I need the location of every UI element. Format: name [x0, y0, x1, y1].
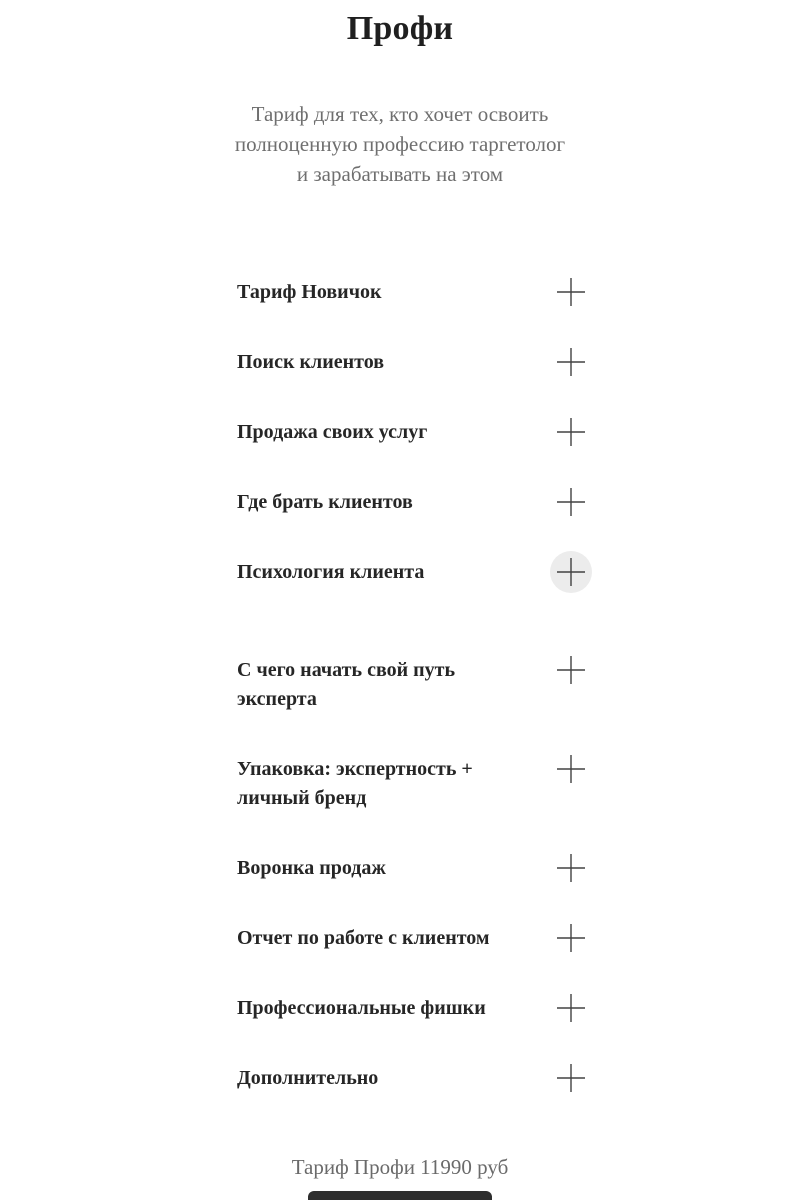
accordion-item-label: Воронка продаж [237, 857, 386, 879]
accordion-item-professionalnye-fishki[interactable] [237, 994, 585, 1023]
buy-button[interactable] [308, 1191, 492, 1200]
accordion-item-label: Отчет по работе с клиентом [237, 927, 490, 949]
subtitle-line: полноценную профессию таргетолог [234, 132, 566, 156]
plus-icon [557, 418, 585, 446]
accordion-item-label: Поиск клиентов [237, 351, 385, 373]
accordion-item-voronka-prodazh[interactable] [237, 854, 585, 883]
accordion-item-label: Продажа своих услуг [237, 421, 428, 443]
accordion-item-otchet-po-rabote[interactable] [237, 924, 585, 953]
expand-button[interactable] [557, 278, 585, 306]
accordion-item-s-chego-nachat[interactable] [237, 656, 585, 714]
accordion-item-label: Профессиональные фишки [237, 997, 486, 1019]
accordion-item-tarif-novichok[interactable] [237, 278, 585, 307]
expand-button[interactable] [557, 854, 585, 882]
plus-icon [557, 755, 585, 783]
plus-icon [557, 558, 585, 586]
expand-button[interactable] [557, 1064, 585, 1092]
accordion-item-upakovka[interactable] [237, 755, 585, 813]
subtitle-line: Тариф для тех, кто хочет освоить [251, 102, 549, 126]
accordion-item-label: Упаковка: экспертность + личный бренд [237, 758, 473, 809]
expand-button[interactable] [557, 994, 585, 1022]
plus-icon [557, 854, 585, 882]
accordion-item-label: Дополнительно [237, 1067, 379, 1089]
accordion-item-psihologiya-klienta[interactable] [237, 558, 585, 587]
accordion-item-label: Психология клиента [237, 561, 425, 583]
plus-icon [557, 656, 585, 684]
accordion-item-dopolnitelno[interactable] [237, 1064, 585, 1093]
accordion-item-gde-brat-klientov[interactable] [237, 488, 585, 517]
plus-icon [557, 994, 585, 1022]
expand-button[interactable] [557, 656, 585, 684]
subtitle-line: и зарабатывать на этом [296, 162, 504, 186]
expand-button[interactable] [557, 924, 585, 952]
accordion-item-label: С чего начать свой путь эксперта [237, 659, 456, 710]
plus-icon [557, 488, 585, 516]
expand-button[interactable] [557, 755, 585, 783]
plus-icon [557, 1064, 585, 1092]
accordion-item-poisk-klientov[interactable] [237, 348, 585, 377]
page-subtitle [0, 99, 800, 189]
tariff-price-label: Тариф Профи 11990 руб [291, 1155, 509, 1179]
plus-icon [557, 278, 585, 306]
plus-icon [557, 348, 585, 376]
expand-button[interactable] [557, 558, 585, 586]
expand-button[interactable] [557, 488, 585, 516]
accordion-item-label: Где брать клиентов [237, 491, 413, 513]
accordion-item-prodazha-uslug[interactable] [237, 418, 585, 447]
plus-icon [557, 924, 585, 952]
accordion [237, 278, 585, 1093]
accordion-item-label: Тариф Новичок [237, 281, 382, 303]
expand-button[interactable] [557, 348, 585, 376]
expand-button[interactable] [557, 418, 585, 446]
page-title: Профи [346, 10, 454, 47]
